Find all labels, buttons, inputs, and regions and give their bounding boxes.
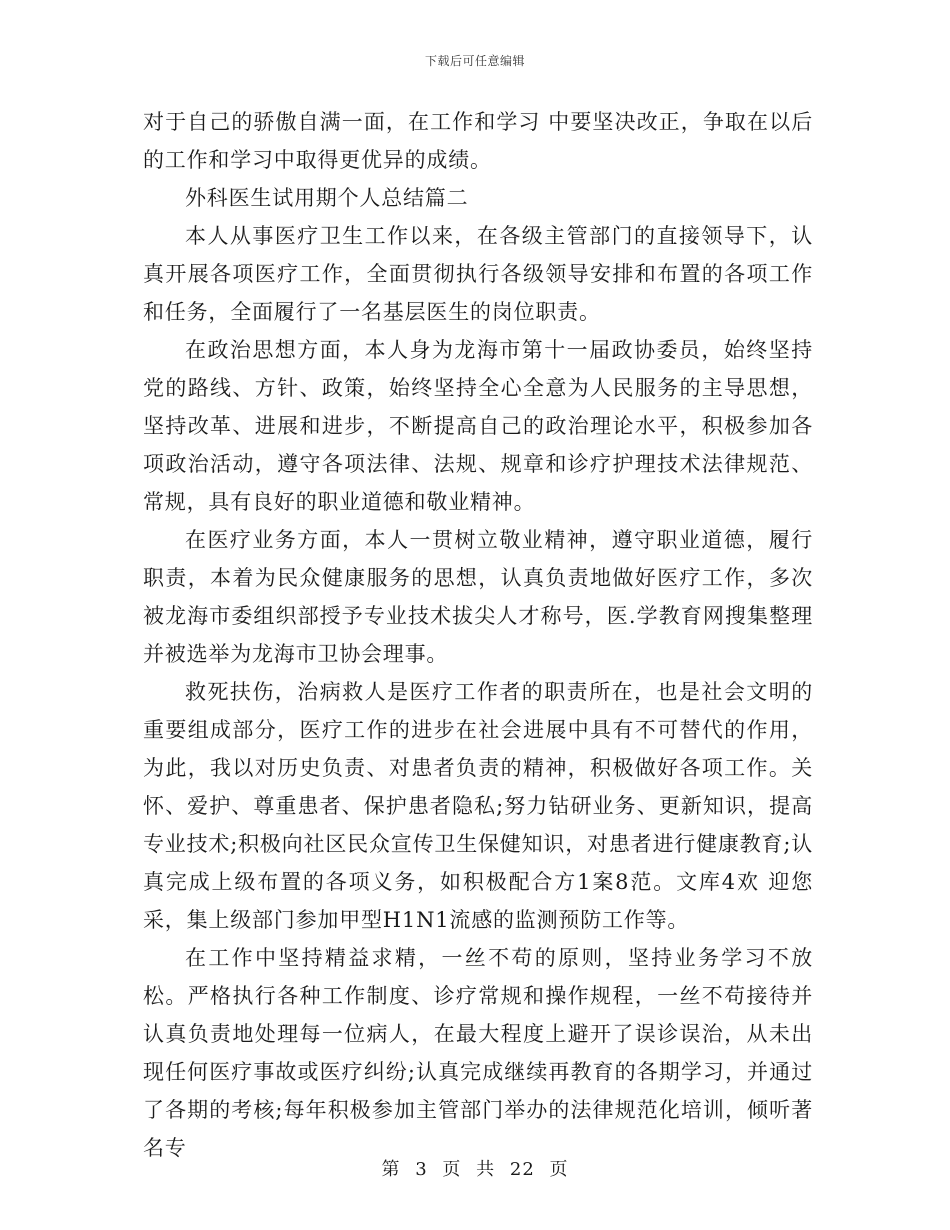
footer-label-unit: 页 [442,1159,462,1180]
page-footer [0,1155,950,1181]
footer-label-unit-end: 页 [549,1159,569,1180]
document-body [143,103,813,1167]
footer-total-pages: 22 [509,1159,535,1180]
paragraph-political: 在政治思想方面，本人身为龙海市第十一届政协委员，始终坚持党的路线、方针、政策，始终坚持全心全意为人民服务的主导思想，坚持改革、进展和进步，不断提高自己的政治理论水平，积极参加各项政治活动，遵守各项法律、法规、规章和诊疗护理技术法律规范、常规，具有良好的职业道德和敬业精神。 [143,338,813,514]
paragraph-continuation: 对于自己的骄傲自满一面，在工作和学习 中要坚决改正，争取在以后的工作和学习中取得更优异的成绩。 [143,110,813,172]
paragraph-work-attitude: 在工作中坚持精益求精，一丝不苟的原则，坚持业务学习不放松。严格执行各种工作制度、诊疗常规和操作规程，一丝不苟接待并认真负责地处理每一位病人，在最大程度上避开了误诊误治，从未出现任何医疗事故或医疗纠纷;认真完成继续再教育的各期学习，并通过了各期的考核;每年积极参加主管部门举办的法律规范化培训，倾听著名专 [143,946,813,1160]
paragraph-intro: 本人从事医疗卫生工作以来，在各级主管部门的直接领导下，认真开展各项医疗工作，全面贯彻执行各级领导安排和布置的各项工作和任务，全面履行了一名基层医生的岗位职责。 [143,224,813,324]
footer-current-page: 3 [415,1159,428,1180]
footer-label-total: 共 [476,1159,496,1180]
page-header: 下载后可任意编辑 [424,54,525,68]
footer-label-page: 第 [381,1159,401,1180]
paragraph-medical-business: 在医疗业务方面，本人一贯树立敬业精神，遵守职业道德，履行职责，本着为民众健康服务的思想，认真负责地做好医疗工作，多次被龙海市委组织部授予专业技术拔尖人才称号，医.学教育网搜集整理并被选举为龙海市卫协会理事。 [143,528,813,666]
paragraph-duty: 救死扶伤，治病救人是医疗工作者的职责所在，也是社会文明的重要组成部分，医疗工作的进步在社会进展中具有不可替代的作用，为此，我以对历史负责、对患者负责的精神，积极做好各项工作。关怀、爱护、尊重患者、保护患者隐私;努力钻研业务、更新知识，提高专业技术;积极向社区民众宣传卫生保健知识，对患者进行健康教育;认真完成上级布置的各项义务，如积极配合方1案8范。文库4欢 迎您采，集上级部门参加甲型H1N1流感的监测预防工作等。 [143,680,813,932]
section-heading: 外科医生试用期个人总结篇二 [185,186,469,210]
